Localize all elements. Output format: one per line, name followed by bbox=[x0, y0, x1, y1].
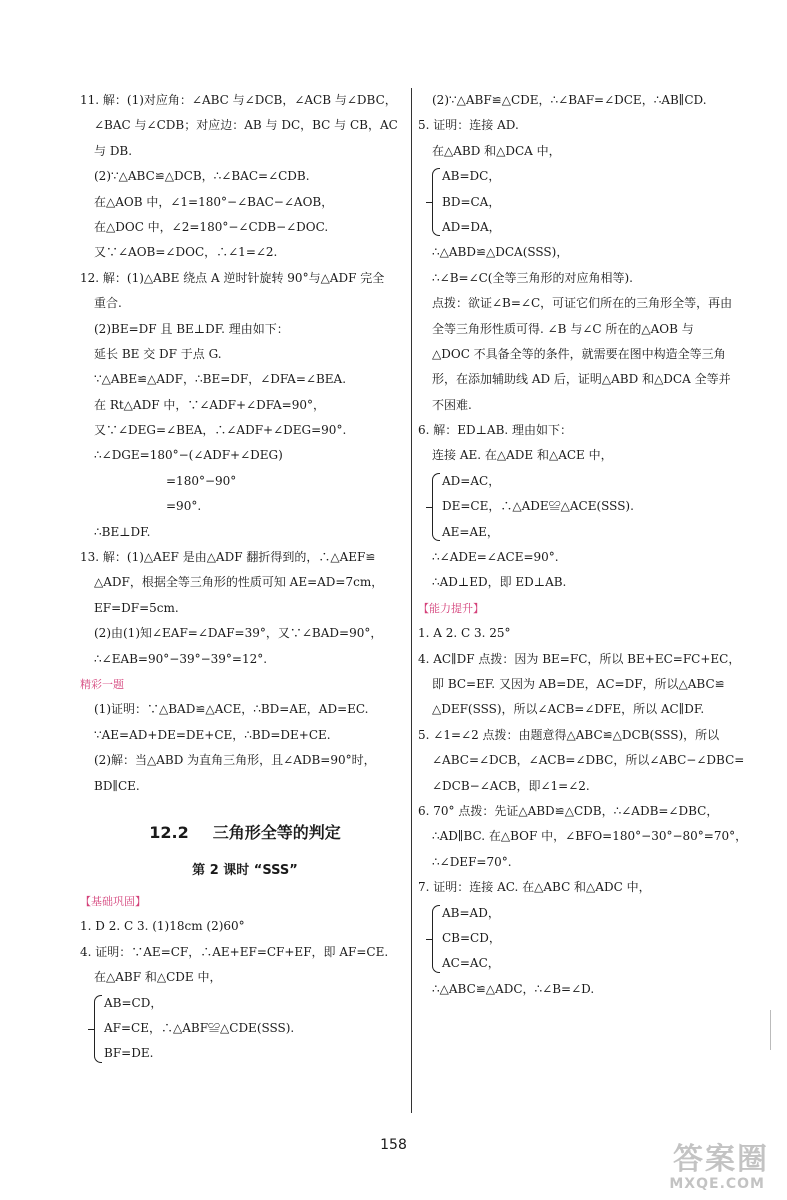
text-line: (2)解：当△ABD 为直角三角形，且∠ADB=90°时， bbox=[94, 753, 376, 768]
text-line: 7. 证明：连接 AC. 在△ABC 和△ADC 中， bbox=[418, 880, 651, 895]
text-line: ∠DCB−∠ACB，即∠1=∠2. bbox=[432, 778, 590, 793]
equation-line: BD=CA， bbox=[442, 194, 501, 209]
right-column bbox=[418, 88, 754, 1002]
text-line: △ADF，根据全等三角形的性质可知 AE=AD=7cm， bbox=[94, 575, 384, 590]
text-line: △DOC 不具备全等的条件，就需要在图中构造全等三角 bbox=[432, 346, 726, 361]
brace-symbol bbox=[432, 473, 440, 541]
text-line: 6. 70° 点拨：先证△ABD≌△CDB，∴∠ADB=∠DBC， bbox=[418, 803, 719, 818]
text-line: 延长 BE 交 DF 于点 G. bbox=[94, 346, 222, 361]
text-line: 即 BC=EF. 又因为 AB=DE，AC=DF，所以△ABC≌ bbox=[432, 676, 725, 691]
text-line: 1. D 2. C 3. (1)18cm (2)60° bbox=[80, 919, 245, 934]
text-line: =180°−90° bbox=[166, 473, 237, 488]
text-line: ∠ABC=∠DCB，∠ACB=∠DBC，所以∠ABC−∠DBC= bbox=[432, 753, 745, 768]
section-tag: 【基础巩固】 bbox=[80, 894, 146, 908]
section-heading bbox=[80, 813, 410, 853]
text-line: ∴∠B=∠C(全等三角形的对应角相等). bbox=[432, 270, 633, 285]
text-line: (1)证明：∵△BAD≌△ACE，∴BD=AE，AD=EC. bbox=[94, 702, 369, 717]
text-line: ∠BAC 与∠CDB；对应边：AB 与 DC，BC 与 CB，AC bbox=[94, 118, 398, 133]
text-line: 不困难. bbox=[432, 397, 472, 412]
brace-system bbox=[432, 164, 754, 240]
watermark-text: 答案圈 bbox=[673, 1142, 769, 1177]
text-line: 5. 证明：连接 AD. bbox=[418, 118, 519, 133]
text-line: 13. 解：(1)△AEF 是由△ADF 翻折得到的，∴△AEF≌ bbox=[80, 550, 376, 565]
text-line: △DEF(SSS)，所以∠ACB=∠DFE，所以 AC∥DF. bbox=[432, 702, 705, 717]
text-line: 在 Rt△ADF 中，∵∠ADF+∠DFA=90°， bbox=[94, 397, 326, 412]
brace-symbol bbox=[432, 168, 440, 236]
equation-line: AB=AD， bbox=[442, 905, 500, 920]
brace-system bbox=[432, 901, 754, 977]
equation-line: AC=AC， bbox=[442, 956, 500, 971]
lesson-heading: 第 2 课时 “SSS” bbox=[192, 862, 298, 878]
scan-mark bbox=[770, 1010, 771, 1050]
section-number: 12.2 bbox=[149, 822, 189, 842]
text-line: 在△ABF 和△CDE 中， bbox=[94, 970, 222, 985]
text-line: 1. A 2. C 3. 25° bbox=[418, 626, 511, 641]
text-line: 重合. bbox=[94, 296, 122, 311]
text-line: ∴∠EAB=90°−39°−39°=12°. bbox=[94, 651, 268, 666]
brace-system bbox=[432, 469, 754, 545]
text-line: 5. ∠1=∠2 点拨：由题意得△ABC≌△DCB(SSS)，所以 bbox=[418, 727, 720, 742]
text-line: 又∵∠DEG=∠BEA，∴∠ADF+∠DEG=90°. bbox=[94, 423, 347, 438]
text-line: ∵AE=AD+DE=DE+CE，∴BD=DE+CE. bbox=[94, 727, 331, 742]
text-line: ∴AD⊥ED，即 ED⊥AB. bbox=[432, 575, 567, 590]
equation-line: AB=CD， bbox=[104, 995, 163, 1010]
brace-symbol bbox=[432, 905, 440, 973]
text-line: 在△ABD 和△DCA 中， bbox=[432, 143, 561, 158]
text-line: (2)∵△ABC≌△DCB，∴∠BAC=∠CDB. bbox=[94, 169, 310, 184]
text-line: ∴∠DEF=70°. bbox=[432, 854, 512, 869]
text-line: 又∵∠AOB=∠DOC，∴∠1=∠2. bbox=[94, 245, 278, 260]
text-line: (2)由(1)知∠EAF=∠DAF=39°，又∵∠BAD=90°， bbox=[94, 626, 383, 641]
text-line: ∴∠ADE=∠ACE=90°. bbox=[432, 550, 559, 565]
equation-line: DE=CE，∴△ADE≌△ACE(SSS). bbox=[442, 499, 634, 514]
left-column bbox=[80, 88, 410, 1067]
brace-symbol bbox=[94, 995, 102, 1063]
text-line: 在△DOC 中，∠2=180°−∠CDB−∠DOC. bbox=[94, 219, 329, 234]
section-tag: 精彩一题 bbox=[80, 677, 124, 691]
equation-line: AD=DA， bbox=[442, 219, 501, 234]
watermark-logo bbox=[619, 1134, 769, 1192]
text-line: 点拨：欲证∠B=∠C，可证它们所在的三角形全等，再由 bbox=[432, 296, 733, 311]
equation-line: BF=DE. bbox=[104, 1046, 154, 1061]
equation-line: CB=CD， bbox=[442, 930, 501, 945]
watermark-url: MXQE.COM bbox=[669, 1176, 765, 1192]
equation-line: AF=CE，∴△ABF≌△CDE(SSS). bbox=[104, 1020, 295, 1035]
equation-line: AD=AC， bbox=[442, 473, 501, 488]
text-line: 6. 解：ED⊥AB. 理由如下： bbox=[418, 423, 573, 438]
text-line: (2)BE=DF 且 BE⊥DF. 理由如下： bbox=[94, 321, 289, 336]
text-line: =90°. bbox=[166, 499, 202, 514]
text-line: 连接 AE. 在△ADE 和△ACE 中， bbox=[432, 448, 613, 463]
section-title: 三角形全等的判定 bbox=[212, 822, 341, 842]
page-number: 158 bbox=[380, 1137, 407, 1153]
text-line: (2)∵△ABF≌△CDE，∴∠BAF=∠DCE，∴AB∥CD. bbox=[432, 93, 707, 107]
text-line: 在△AOB 中，∠1=180°−∠BAC−∠AOB， bbox=[94, 194, 334, 209]
brace-system bbox=[94, 991, 410, 1067]
text-line: ∴△ABC≌△ADC，∴∠B=∠D. bbox=[432, 981, 595, 996]
text-line: ∴BE⊥DF. bbox=[94, 524, 151, 539]
text-line: ∴AD∥BC. 在△BOF 中，∠BFO=180°−30°−80°=70°， bbox=[432, 829, 748, 844]
text-line: ∴∠DGE=180°−(∠ADF+∠DEG) bbox=[94, 448, 283, 463]
text-line: 12. 解：(1)△ABE 绕点 A 逆时针旋转 90°与△ADF 完全 bbox=[80, 270, 385, 285]
text-line: ∴△ABD≌△DCA(SSS)， bbox=[432, 245, 569, 260]
section-tag: 【能力提升】 bbox=[418, 601, 484, 615]
text-line: BD∥CE. bbox=[94, 778, 140, 793]
text-line: 4. AC∥DF 点拨：因为 BE=FC，所以 BE+EC=FC+EC， bbox=[418, 651, 741, 666]
text-line: 4. 证明：∵AE=CF，∴AE+EF=CF+EF，即 AF=CE. bbox=[80, 944, 389, 959]
equation-line: AB=DC， bbox=[442, 169, 501, 184]
column-divider bbox=[411, 88, 412, 1113]
text-line: 11. 解：(1)对应角：∠ABC 与∠DCB，∠ACB 与∠DBC， bbox=[80, 93, 397, 107]
text-line: EF=DF=5cm. bbox=[94, 600, 179, 615]
text-line: ∵△ABE≌△ADF，∴BE=DF，∠DFA=∠BEA. bbox=[94, 372, 347, 387]
text-line: 形，在添加辅助线 AD 后，证明△ABD 和△DCA 全等并 bbox=[432, 372, 731, 387]
equation-line: AE=AE， bbox=[442, 524, 499, 539]
text-line: 全等三角形性质可得. ∠B 与∠C 所在的△AOB 与 bbox=[432, 321, 694, 336]
text-line: 与 DB. bbox=[94, 143, 133, 158]
